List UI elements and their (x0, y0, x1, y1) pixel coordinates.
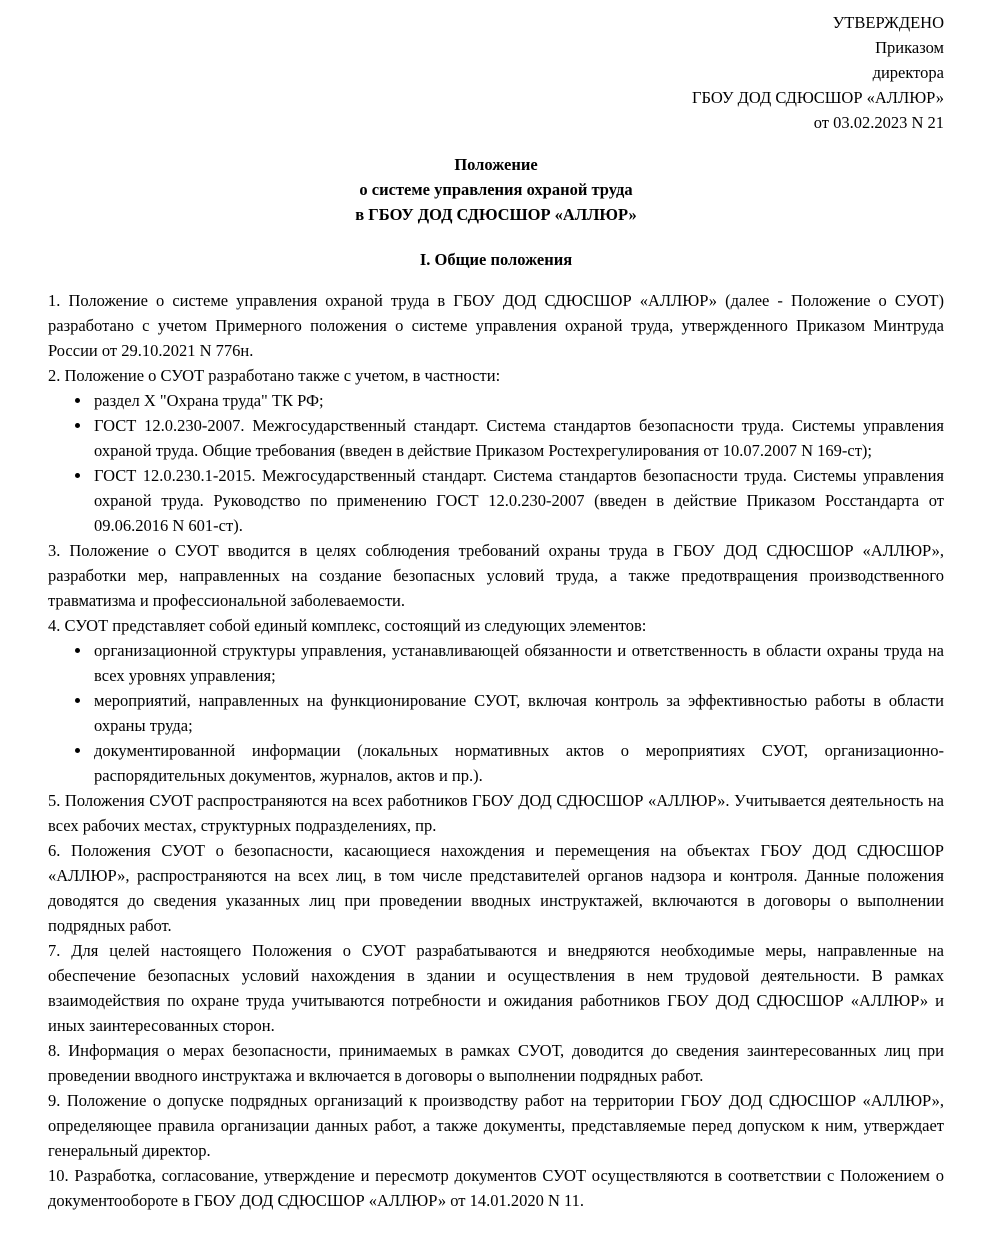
bullet-list (48, 638, 944, 788)
paragraph: 7. Для целей настоящего Положения о СУОТ разрабатываются и внедряются необходимые меры, направленные на обеспечение безопасных условий нахождения в здании и осуществления в нем трудовой деятельности. В рамках взаимодействия по охране труда учитываются потребности и ожидания работников ГБОУ ДОД СДЮСШОР «АЛЛЮР» и иных заинтересованных сторон. (48, 941, 944, 1035)
approval-line: от 03.02.2023 N 21 (813, 113, 944, 132)
bullet-item: • организационной структуры управления, устанавливающей обязанности и ответственность в области охраны труда на всех уровнях управления; (92, 638, 944, 688)
approval-line: директора (872, 63, 944, 82)
bullet-list (48, 388, 944, 538)
paragraph: 8. Информация о мерах безопасности, принимаемых в рамках СУОТ, доводится до сведения заинтересованных лиц при проведении вводного инструктажа и включается в договоры о выполнении подрядных работ. (48, 1041, 944, 1085)
paragraph: 4. СУОТ представляет собой единый комплекс, состоящий из следующих элементов: (48, 616, 647, 635)
title-line: о системе управления охраной труда (359, 180, 633, 199)
paragraph: 1. Положение о системе управления охраной труда в ГБОУ ДОД СДЮСШОР «АЛЛЮР» (далее - Положение о СУОТ) разработано с учетом Примерного положения о системе управления охраной труда, утвержденного Приказом Минтруда России от 29.10.2021 N 776н. (48, 291, 944, 360)
paragraph: 3. Положение о СУОТ вводится в целях соблюдения требований охраны труда в ГБОУ ДОД СДЮСШОР «АЛЛЮР», разработки мер, направленных на создание безопасных условий труда, а также предотвращения производственного травматизма и профессиональной заболеваемости. (48, 541, 944, 610)
approval-line: ГБОУ ДОД СДЮСШОР «АЛЛЮР» (691, 88, 944, 107)
paragraph: 9. Положение о допуске подрядных организаций к производству работ на территории ГБОУ ДОД СДЮСШОР «АЛЛЮР», определяющее правила организации данных работ, а также документы, представляемые перед допуском к ним, утверждает генеральный директор. (48, 1091, 944, 1160)
bullet-item: • ГОСТ 12.0.230.1-2015. Межгосударственный стандарт. Система стандартов безопасности труда. Системы управления охраной труда. Руководство по применению ГОСТ 12.0.230-2007 (введен в действие Приказом Росстандарта от 09.06.2016 N 601-ст). (92, 463, 944, 538)
paragraph: 6. Положения СУОТ о безопасности, касающиеся нахождения и перемещения на объектах ГБОУ ДОД СДЮСШОР «АЛЛЮР», распространяются на всех лиц, в том числе представителей органов надзора и контроля. Данные положения доводятся до сведения указанных лиц при проведении вводных инструктажей, включаются в договоры о выполнении подрядных работ. (48, 841, 944, 935)
title-line: Положение (454, 155, 538, 174)
approval-line: Приказом (875, 38, 944, 57)
paragraph: 10. Разработка, согласование, утверждение и пересмотр документов СУОТ осуществляются в соответствии с Положением о документообороте в ГБОУ ДОД СДЮСШОР «АЛЛЮР» от 14.01.2020 N 11. (48, 1166, 944, 1210)
section-heading: I. Общие положения (419, 250, 573, 269)
paragraph: 2. Положение о СУОТ разработано также с учетом, в частности: (48, 366, 501, 385)
paragraph: 5. Положения СУОТ распространяются на всех работников ГБОУ ДОД СДЮСШОР «АЛЛЮР». Учитывается деятельность на всех рабочих местах, структурных подразделениях, пр. (48, 791, 944, 835)
approval-line: УТВЕРЖДЕНО (832, 13, 944, 32)
approval-block (48, 10, 944, 135)
document-body (48, 288, 944, 1213)
title-line: в ГБОУ ДОД СДЮСШОР «АЛЛЮР» (355, 205, 637, 224)
bullet-item: • документированной информации (локальных нормативных актов о мероприятиях СУОТ, организационно-распорядительных документов, журналов, актов и пр.). (92, 738, 944, 788)
bullet-item: • ГОСТ 12.0.230-2007. Межгосударственный стандарт. Система стандартов безопасности труда. Системы управления охраной труда. Общие требования (введен в действие Приказом Ростехрегулирования от 10.07.2007 N 169-ст); (92, 413, 944, 463)
bullet-item: • мероприятий, направленных на функционирование СУОТ, включая контроль за эффективностью работы в области охраны труда; (92, 688, 944, 738)
bullet-item: • раздел X "Охрана труда" ТК РФ; (92, 388, 944, 413)
document-title (48, 152, 944, 227)
